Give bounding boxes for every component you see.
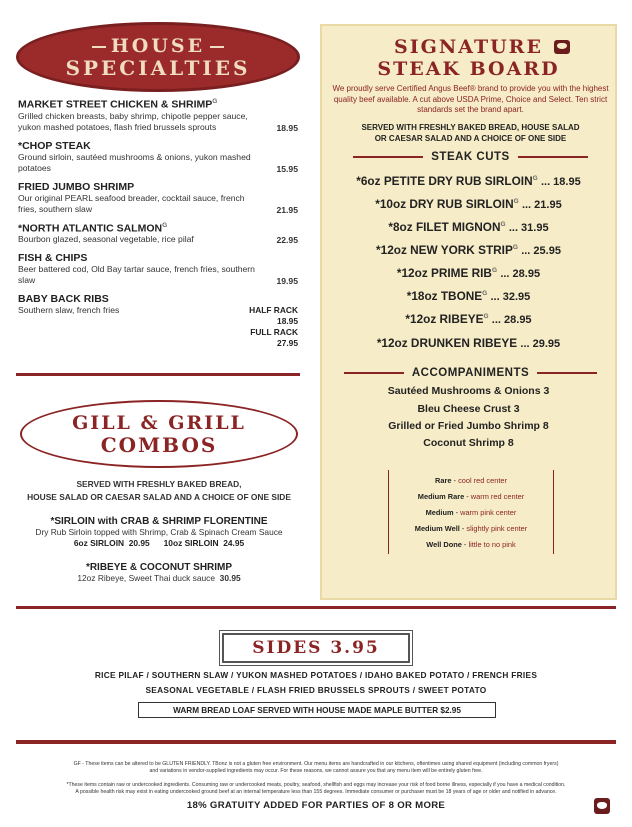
section-divider (16, 740, 616, 744)
gratuity-note: 18% GRATUITY ADDED FOR PARTIES OF 8 OR MORE (186, 800, 446, 811)
sides-list-line2: SEASONAL VEGETABLE / FLASH FRIED BRUSSELS SPROUTS / SWEET POTATO (145, 685, 487, 695)
menu-item-price: 21.95 (276, 204, 298, 215)
menu-item-name: *CHOP STEAK (18, 139, 91, 152)
combo-item (18, 516, 300, 548)
raw-food-warning: *These items contain raw or undercooked ingredients. Consuming raw or undercooked meats, poultry, seafood, shellfish and eggs may increase your risk of food borne illness, especially if you have a medical condition. A possible health risk may exist in eating undercooked ground beef at an internal temperature less than 155 degrees. Immediate consumer or purchaser must be 18 years of age or older and notified in advance. (66, 782, 566, 795)
steak-cut: *18oz $TBONE^G$ ... 32.95 (406, 289, 531, 303)
menu-item-description: Bourbon glazed, seasonal vegetable, rice pilaf (18, 234, 194, 244)
accompaniment-item: Bleu Cheese Crust 3 (417, 403, 520, 415)
angus-logo-icon (594, 798, 610, 814)
accompaniment-item: Grilled or Fried Jumbo Shrimp 8 (388, 420, 549, 432)
sides-title: SIDES 3.95 (252, 638, 380, 658)
combos-title-line2: COMBOS (100, 433, 218, 457)
doneness-row: Well Done - little to no pink (426, 540, 516, 549)
menu-item-price: 19.95 (276, 276, 298, 286)
accompaniments-heading: ACCOMPANIMENTS (332, 367, 609, 379)
section-divider (16, 606, 616, 609)
menu-item (18, 252, 298, 286)
menu-item-description: Ground sirloin, sautéed mushrooms & onions, yukon mashed potatoes (18, 151, 251, 173)
menu-item-name: FISH & CHIPS (18, 252, 88, 264)
combo-item-name: *RIBEYE & COCONUT SHRIMP (85, 562, 233, 573)
steak-board (320, 24, 617, 600)
menu-item (18, 293, 298, 349)
combo-item-prices: 6oz SIRLOIN 20.95 10oz SIRLOIN 24.95 (73, 538, 245, 548)
section-divider (16, 373, 300, 376)
doneness-guide (388, 470, 554, 554)
house-specialties-title-line1: HOUSE (87, 35, 229, 57)
menu-item-description: Southern slaw, french fries (18, 305, 120, 315)
menu-item (18, 181, 298, 215)
menu-item (18, 222, 298, 246)
combos-title-line1: GILL & GRILL (72, 412, 246, 434)
bread-loaf-note: WARM BREAD LOAF SERVED WITH HOUSE MADE MAPLE BUTTER $2.95 (138, 702, 496, 718)
house-specialties-list (18, 98, 298, 356)
steak-cut: *12oz DRUNKEN RIBEYE ... 29.95 (376, 336, 561, 350)
steak-cut: *12oz NEW YORK $STRIP^G$ ... 25.95 (376, 243, 561, 257)
steak-cuts-heading: STEAK CUTS (332, 151, 609, 163)
combo-item-description: Dry Rub Sirloin topped with Shrimp, Crab & Spinach Cream Sauce (35, 527, 283, 537)
steak-cut: *12oz PRIME $RIB^G$ ... 28.95 (396, 266, 541, 280)
accompaniment-item: Sautéed Mushrooms & Onions 3 (387, 385, 550, 397)
steak-cut: *12oz $RIBEYE^G$ ... 28.95 (405, 312, 532, 326)
menu-item (18, 140, 298, 174)
menu-item-name: *NORTH ATLANTIC SALMON (18, 222, 163, 234)
steak-board-title-line1: SIGNATURE (394, 36, 543, 58)
combos-intro: SERVED WITH FRESHLY BAKED BREAD, HOUSE SALAD OR CAESAR SALAD AND A CHOICE OF ONE SIDE (27, 479, 291, 502)
doneness-row: Medium - warm pink center (425, 508, 517, 517)
doneness-row: Medium Well - slightly pink center (414, 524, 528, 533)
menu-item-price: 18.95 (276, 122, 298, 133)
house-specialties-title-line2: SPECIALTIES (65, 56, 251, 80)
angus-logo-icon (554, 40, 570, 54)
menu-item-price: 22.95 (276, 235, 298, 245)
house-specialties-banner (16, 22, 300, 92)
menu-item-name: MARKET STREET CHICKEN & SHRIMP (18, 98, 213, 111)
combo-item-name: *SIRLOIN with CRAB & SHRIMP FLORENTINE (50, 516, 268, 527)
half-rack-price: HALF RACK 18.95 (249, 305, 298, 326)
combo-item-prices: 30.95 (219, 573, 241, 583)
steak-cut: *6oz PETITE DRY RUB $SIRLOIN^G$ ... 18.95 (356, 174, 581, 188)
steak-board-intro: We proudly serve Certified Angus Beef® brand to provide you with the highest quality beef available. A cut above USDA Prime, Choice and Select. Ten strict standards set the brand apart. (332, 84, 609, 114)
combo-item-description: 12oz Ribeye, Sweet Thai duck sauce (77, 573, 216, 583)
menu-item-description: Our original PEARL seafood breader, cocktail sauce, french fries, southern slaw (18, 192, 245, 214)
doneness-row: Rare - cool red center (435, 476, 507, 485)
combos-banner (20, 400, 298, 468)
menu-item (18, 98, 298, 133)
menu-item-description: Beer battered cod, Old Bay tartar sauce, french fries, southern slaw (18, 264, 255, 285)
menu-item-name: BABY BACK RIBS (18, 293, 109, 305)
combo-item (18, 562, 300, 584)
full-rack-price: FULL RACK 27.95 (250, 327, 298, 348)
steak-cut: *8oz FILET $MIGNON^G$ ... 31.95 (388, 220, 549, 234)
sides-banner (222, 633, 410, 663)
menu-item-name: FRIED JUMBO SHRIMP (18, 180, 135, 193)
sides-list-line1: RICE PILAF / SOUTHERN SLAW / YUKON MASHED POTATOES / IDAHO BAKED POTATO / FRENCH FRIES (94, 670, 538, 680)
accompaniment-item: Coconut Shrimp 8 (423, 437, 514, 449)
menu-item-price: 15.95 (276, 163, 298, 174)
doneness-row: Medium Rare - warm red center (417, 492, 525, 501)
gluten-friendly-icon: G (162, 221, 168, 229)
gluten-friendly-icon: G (212, 98, 218, 105)
steak-board-served-note: SERVED WITH FRESHLY BAKED BREAD, HOUSE SALAD OR CAESAR SALAD AND A CHOICE OF ONE SIDE (361, 123, 580, 143)
steak-board-title-line2: STEAK BOARD (377, 58, 560, 80)
menu-item-description: Grilled chicken breasts, baby shrimp, chipotle pepper sauce, yukon mashed potatoes, flash fried brussels sprouts (18, 110, 248, 132)
gluten-friendly-note: GF - These items can be altered to be GLUTEN FRIENDLY. TBonz is not a gluten free environment. Our menu items are handcrafted in our kitchens, oftentimes using shared equipment (including common fryers) and variations in vendor-supplied ingredients may occur. For these reasons, we cannot assure you that any menu item will be entirely gluten free. (73, 761, 559, 774)
steak-cut: *10oz DRY RUB $SIRLOIN^G$ ... 21.95 (375, 197, 562, 211)
